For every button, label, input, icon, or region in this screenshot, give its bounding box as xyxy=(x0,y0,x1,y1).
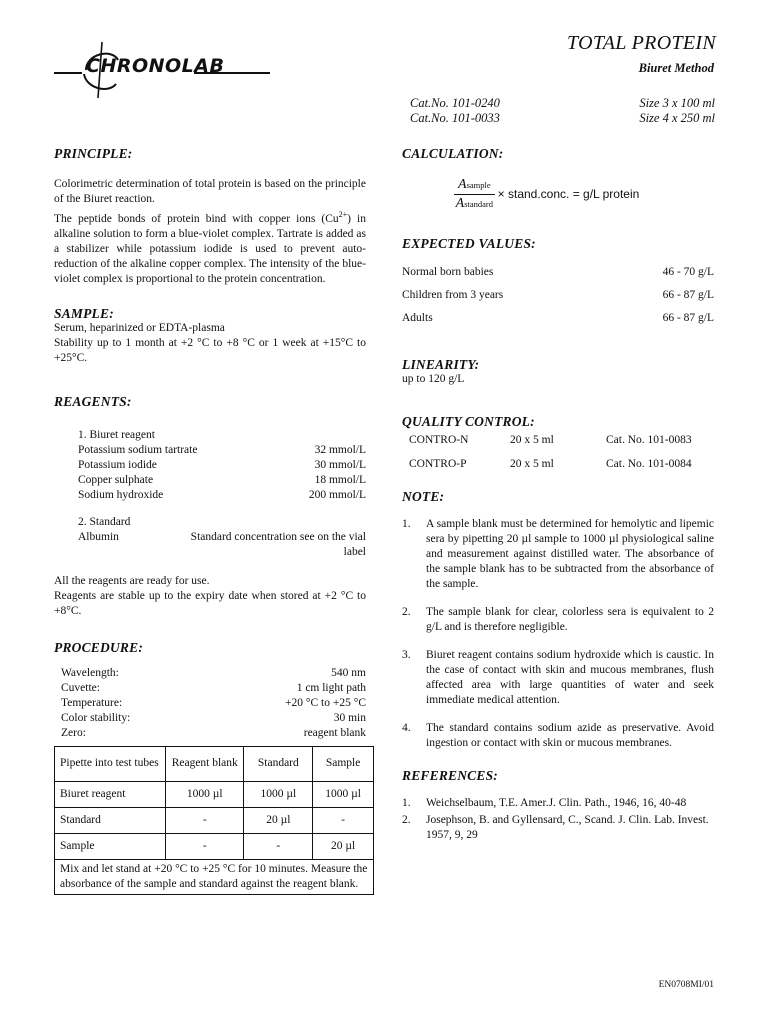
table-cell: - xyxy=(166,833,244,859)
quality-list xyxy=(402,433,714,472)
catalog-number: Cat.No. 101-0240 xyxy=(410,96,500,110)
note-list xyxy=(402,517,714,751)
expected-heading: EXPECTED VALUES: xyxy=(402,236,536,251)
references-heading: REFERENCES: xyxy=(402,768,498,783)
principle-text-2: The peptide bonds of protein bind with copper ions $(Cu^{2+})$ in alkaline solution to form a blue-violet complex. Tartrate is added as a stabilizer while potassium iodide is used to prevent auto-reduction of the alkaline copper complex. The intensity of the blue-violet complex is proportional to the protein concentration. xyxy=(54,210,366,285)
table-cell: Biuret reagent xyxy=(55,781,166,807)
table-header-row xyxy=(55,746,374,781)
linearity-text: up to 120 g/L xyxy=(402,373,465,385)
procedure-heading: PROCEDURE: xyxy=(54,639,144,655)
reagent-2-title: 2. Standard xyxy=(78,515,131,528)
table-cell: - xyxy=(166,807,244,833)
reagents-note-2: Reagents are stable up to the expiry date when stored at +2 °C to +8°C. xyxy=(54,589,366,617)
list-item: 1. A sample blank must be determined for hemolytic and lipemic sera by pipetting 20 µl sample to 1000 µl physiological saline and measurement against distilled water. The absorbance of the sample blank has to be subtracted from the absorbance of the sample. xyxy=(402,518,714,590)
quality-heading: QUALITY CONTROL: xyxy=(402,414,535,429)
reagent-1-title: 1. Biuret reagent xyxy=(78,428,155,441)
table-header-cell: Pipette into test tubes xyxy=(55,746,166,781)
table-header-cell: Sample xyxy=(313,746,374,781)
principle-text-1: Colorimetric determination of total protein is based on the principle of the Biuret reaction. xyxy=(54,178,366,205)
list-item: 2. Josephson, B. and Gyllensard, C., Scand. J. Clin. Lab. Invest. 1957, 9, 29 xyxy=(402,814,709,841)
expected-row: Children from 3 years 66 - 87 g/L xyxy=(402,289,714,301)
calculation-formula xyxy=(402,177,714,212)
reagent-2-item: Albumin Standard concentration see on the vial label xyxy=(78,530,366,558)
table-cell: Standard xyxy=(55,807,166,833)
table-cell: 20 µl xyxy=(244,807,313,833)
expected-list xyxy=(402,265,714,326)
right-column xyxy=(402,146,714,856)
procedure-param: Color stability: 30 min xyxy=(61,711,366,724)
logo xyxy=(54,40,274,100)
procedure-param: Zero: reagent blank xyxy=(61,726,366,739)
table-header-cell: Standard xyxy=(244,746,313,781)
procedure-param: Cuvette: 1 cm light path xyxy=(61,681,366,694)
sample-line-2: Stability up to 1 month at +2 °C to +8 °C or 1 week at +15°C to +25°C. xyxy=(54,336,366,364)
logo-text: CHRONOLAB xyxy=(86,55,225,77)
expected-row: Adults 66 - 87 g/L xyxy=(402,312,714,324)
list-item: 1. Weichselbaum, T.E. Amer.J. Clin. Path., 1946, 16, 40-48 xyxy=(402,797,687,809)
sample-heading: SAMPLE: xyxy=(54,305,114,321)
catalog-row xyxy=(410,96,715,111)
reagent-item: Sodium hydroxide 200 mmol/L xyxy=(78,488,366,501)
reagent-1-list xyxy=(54,443,366,503)
reagent-item: Potassium sodium tartrate 32 mmol/L xyxy=(78,443,366,456)
quality-row: CONTRO-P 20 x 5 ml Cat. No. 101-0084 xyxy=(409,458,692,470)
table-cell: Sample xyxy=(55,833,166,859)
list-item: 2. The sample blank for clear, colorless sera is equivalent to 2 g/L and is therefore negligible. xyxy=(402,606,714,633)
note-heading: NOTE: xyxy=(402,489,445,504)
catalog-size: Size 3 x 100 ml xyxy=(639,96,715,110)
table-cell: 20 µl xyxy=(313,833,374,859)
calculation-heading: CALCULATION: xyxy=(402,146,504,161)
table-row xyxy=(55,833,374,859)
catalog-number: Cat.No. 101-0033 xyxy=(410,111,500,125)
table-footer-cell: Mix and let stand at +20 °C to +25 °C for 10 minutes. Measure the absorbance of the sample and standard against the reagent blank. xyxy=(55,859,374,894)
list-item: 4. The standard contains sodium azide as preservative. Avoid ingestion or contact with skin or mucous membranes. xyxy=(402,722,714,749)
quality-row: CONTRO-N 20 x 5 ml Cat. No. 101-0083 xyxy=(409,434,692,446)
table-footer-row xyxy=(55,859,374,894)
reagent-item: Copper sulphate 18 mmol/L xyxy=(78,473,366,486)
references-list xyxy=(402,796,714,843)
table-cell: - xyxy=(313,807,374,833)
catalog-row xyxy=(410,111,715,126)
reagents-note-1: All the reagents are ready for use. xyxy=(54,574,210,587)
reagents-heading: REAGENTS: xyxy=(54,393,132,409)
reagent-item: Potassium iodide 30 mmol/L xyxy=(78,458,366,471)
catalog-size: Size 4 x 250 ml xyxy=(639,111,715,125)
procedure-params xyxy=(54,666,366,741)
principle-heading: PRINCIPLE: xyxy=(54,146,133,161)
catalog-block xyxy=(410,96,715,126)
table-header-cell: Reagent blank xyxy=(166,746,244,781)
formula-fraction: $\frac{\text{Asample}}{\text{Astandard}}$ xyxy=(455,177,493,211)
left-column xyxy=(54,146,366,895)
page-title: TOTAL PROTEIN xyxy=(567,32,716,54)
sample-line-1: Serum, heparinized or EDTA-plasma xyxy=(54,321,225,334)
table-row xyxy=(55,781,374,807)
table-cell: 1000 µl xyxy=(244,781,313,807)
table-row xyxy=(55,807,374,833)
pipetting-table xyxy=(54,746,374,895)
expected-row: Normal born babies 46 - 70 g/L xyxy=(402,266,714,278)
page-subtitle: Biuret Method xyxy=(638,61,714,75)
formula-rest: × stand.conc. = g/L protein xyxy=(497,187,640,201)
procedure-param: Temperature: +20 °C to +25 °C xyxy=(61,696,366,709)
table-cell: 1000 µl xyxy=(166,781,244,807)
linearity-heading: LINEARITY: xyxy=(402,357,480,372)
table-cell: 1000 µl xyxy=(313,781,374,807)
list-item: 3. Biuret reagent contains sodium hydroxide which is caustic. In the case of contact with skin and mucous membranes, flush affected area with large quantities of water and seek immediate medical attention. xyxy=(402,649,714,706)
procedure-param: Wavelength: 540 nm xyxy=(61,666,366,679)
table-cell: - xyxy=(244,833,313,859)
document-code: EN0708MI/01 xyxy=(658,980,714,990)
